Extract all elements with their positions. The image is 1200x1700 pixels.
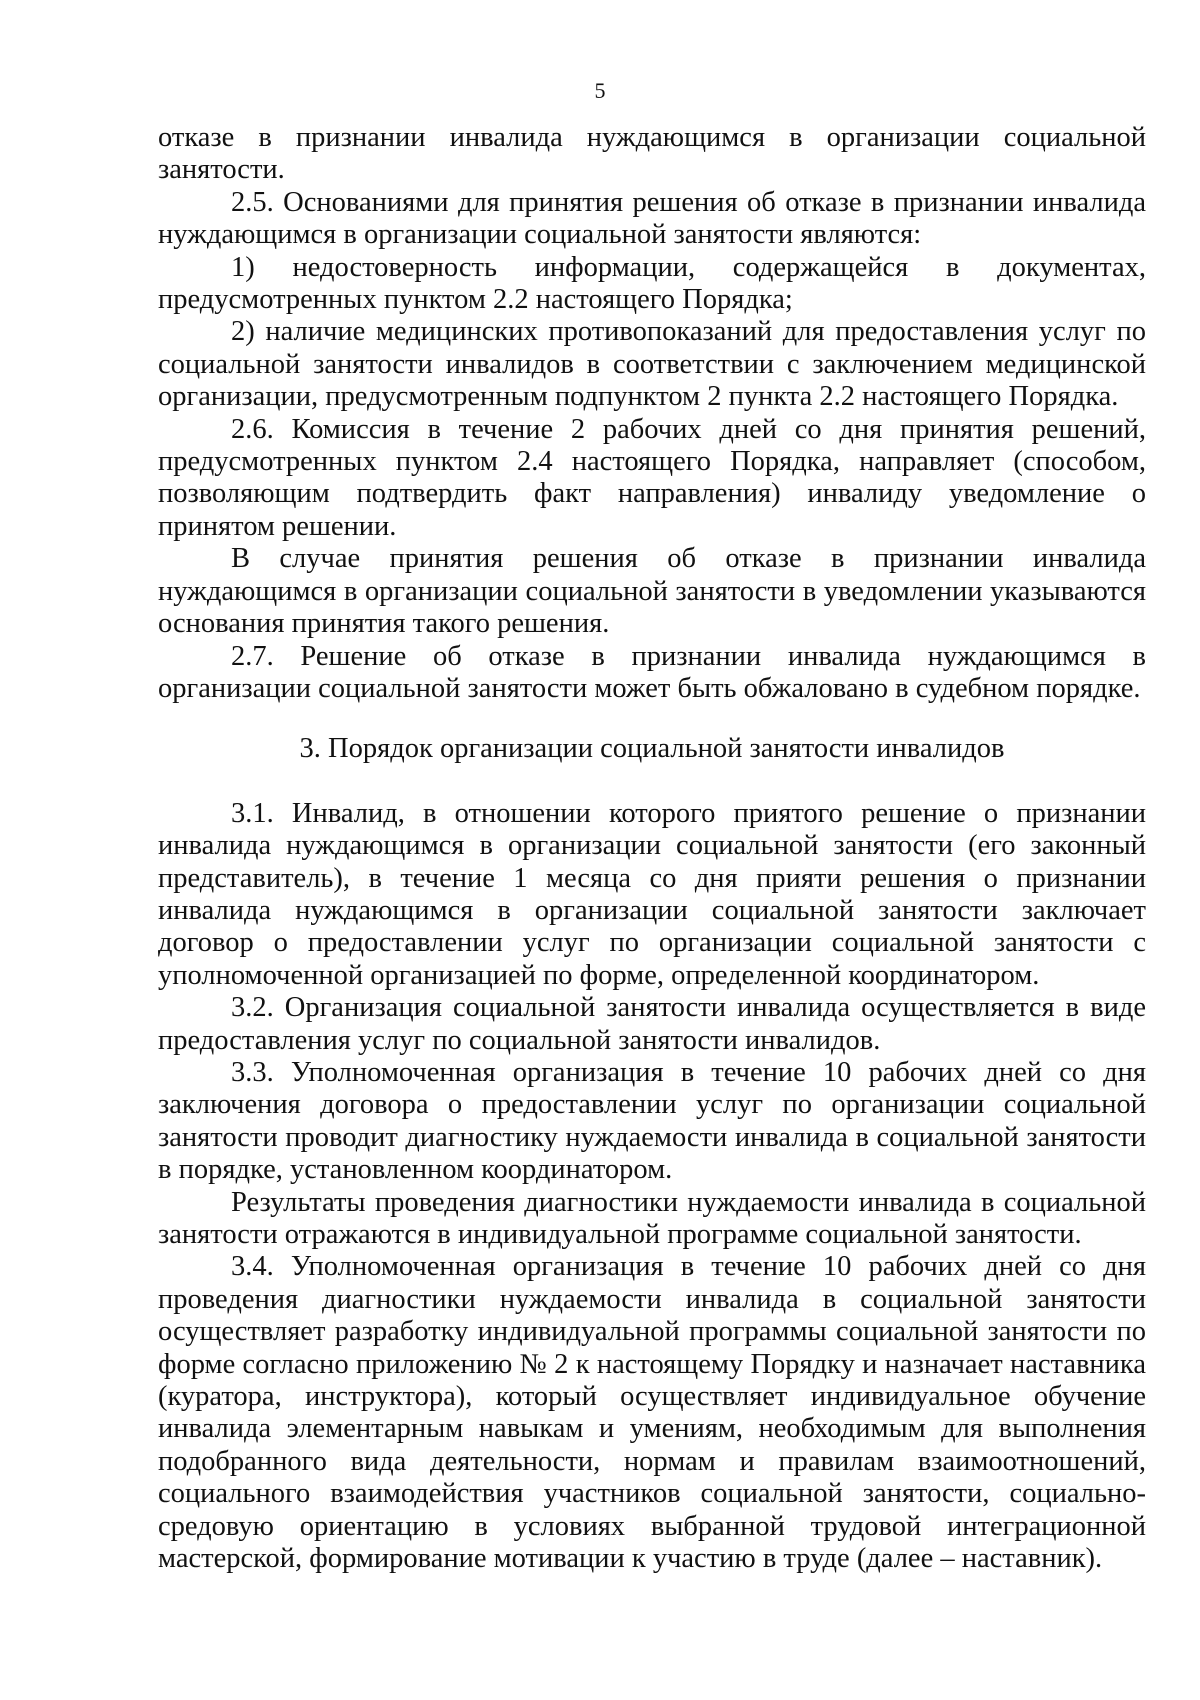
paragraph-3-4: 3.4. Уполномоченная организация в течение 10 рабочих дней со дня проведения диагностики нуждаемости инвалида в социальной занятости осуществляет разработку индивидуальной программы социальной занятости по форме согласно приложению № 2 к настоящему Порядку и назначает наставника (куратора, инструктора), который осуществляет индивидуальное обучение инвалида элементарным навыкам и умениям, необходимым для выполнения подобранного вида деятельности, нормам и правилам взаимоотношений, социального взаимодействия участников социальной занятости, социально-средовую ориентацию в условиях выбранной трудовой интеграционной мастерской, формирование мотивации к участию в труде (далее – наставник). <box>158 1251 1146 1575</box>
document-body <box>158 122 1146 1575</box>
section-heading: 3. Порядок организации социальной занятости инвалидов <box>299 733 1005 765</box>
paragraph-2-5-item-2: 2) наличие медицинских противопоказаний для предоставления услуг по социальной занятости инвалидов в соответствии с заключением медицинской организации, предусмотренным подпунктом 2 пункта 2.2 настоящего Порядка. <box>158 316 1146 413</box>
paragraph-3-3: 3.3. Уполномоченная организация в течение 10 рабочих дней со дня заключения договора о предоставлении услуг по организации социальной занятости проводит диагностику нуждаемости инвалида в социальной занятости в порядке, установленном координатором. <box>158 1056 1146 1186</box>
paragraph-3-1: 3.1. Инвалид, в отношении которого приятого решение о признании инвалида нуждающимся в организации социальной занятости (его законный представитель), в течение 1 месяца со дня прияти решения о признании инвалида нуждающимся в организации социальной занятости заключает договор о предоставлении услуг по организации социальной занятости с уполномоченной организацией по форме, определенной координатором. <box>158 797 1146 991</box>
paragraph-2-5: 2.5. Основаниями для принятия решения об отказе в признании инвалида нуждающимся в организации социальной занятости являются: <box>158 186 1146 251</box>
paragraph-2-5-item-1: 1) недостоверность информации, содержащейся в документах, предусмотренных пунктом 2.2 настоящего Порядка; <box>158 251 1146 316</box>
paragraph-2-6: 2.6. Комиссия в течение 2 рабочих дней со дня принятия решений, предусмотренных пунктом 2.4 настоящего Порядка, направляет (способом, позволяющим подтвердить факт направления) инвалиду уведомление о принятом решении. <box>158 413 1146 542</box>
paragraph-2-6-refusal: В случае принятия решения об отказе в признании инвалида нуждающимся в организации социальной занятости в уведомлении указываются основания принятия такого решения. <box>158 543 1146 640</box>
paragraph-3-3-results: Результаты проведения диагностики нуждаемости инвалида в социальной занятости отражаются в индивидуальной программе социальной занятости. <box>158 1186 1146 1250</box>
paragraph-2-7: 2.7. Решение об отказе в признании инвалида нуждающимся в организации социальной занятости может быть обжаловано в судебном порядке. <box>158 640 1146 704</box>
paragraph-3-2: 3.2. Организация социальной занятости инвалида осуществляется в виде предоставления услуг по социальной занятости инвалидов. <box>158 992 1146 1056</box>
page-number: 5 <box>594 78 606 103</box>
paragraph-continuation: отказе в признании инвалида нуждающимся в организации социальной занятости. <box>158 122 1146 186</box>
